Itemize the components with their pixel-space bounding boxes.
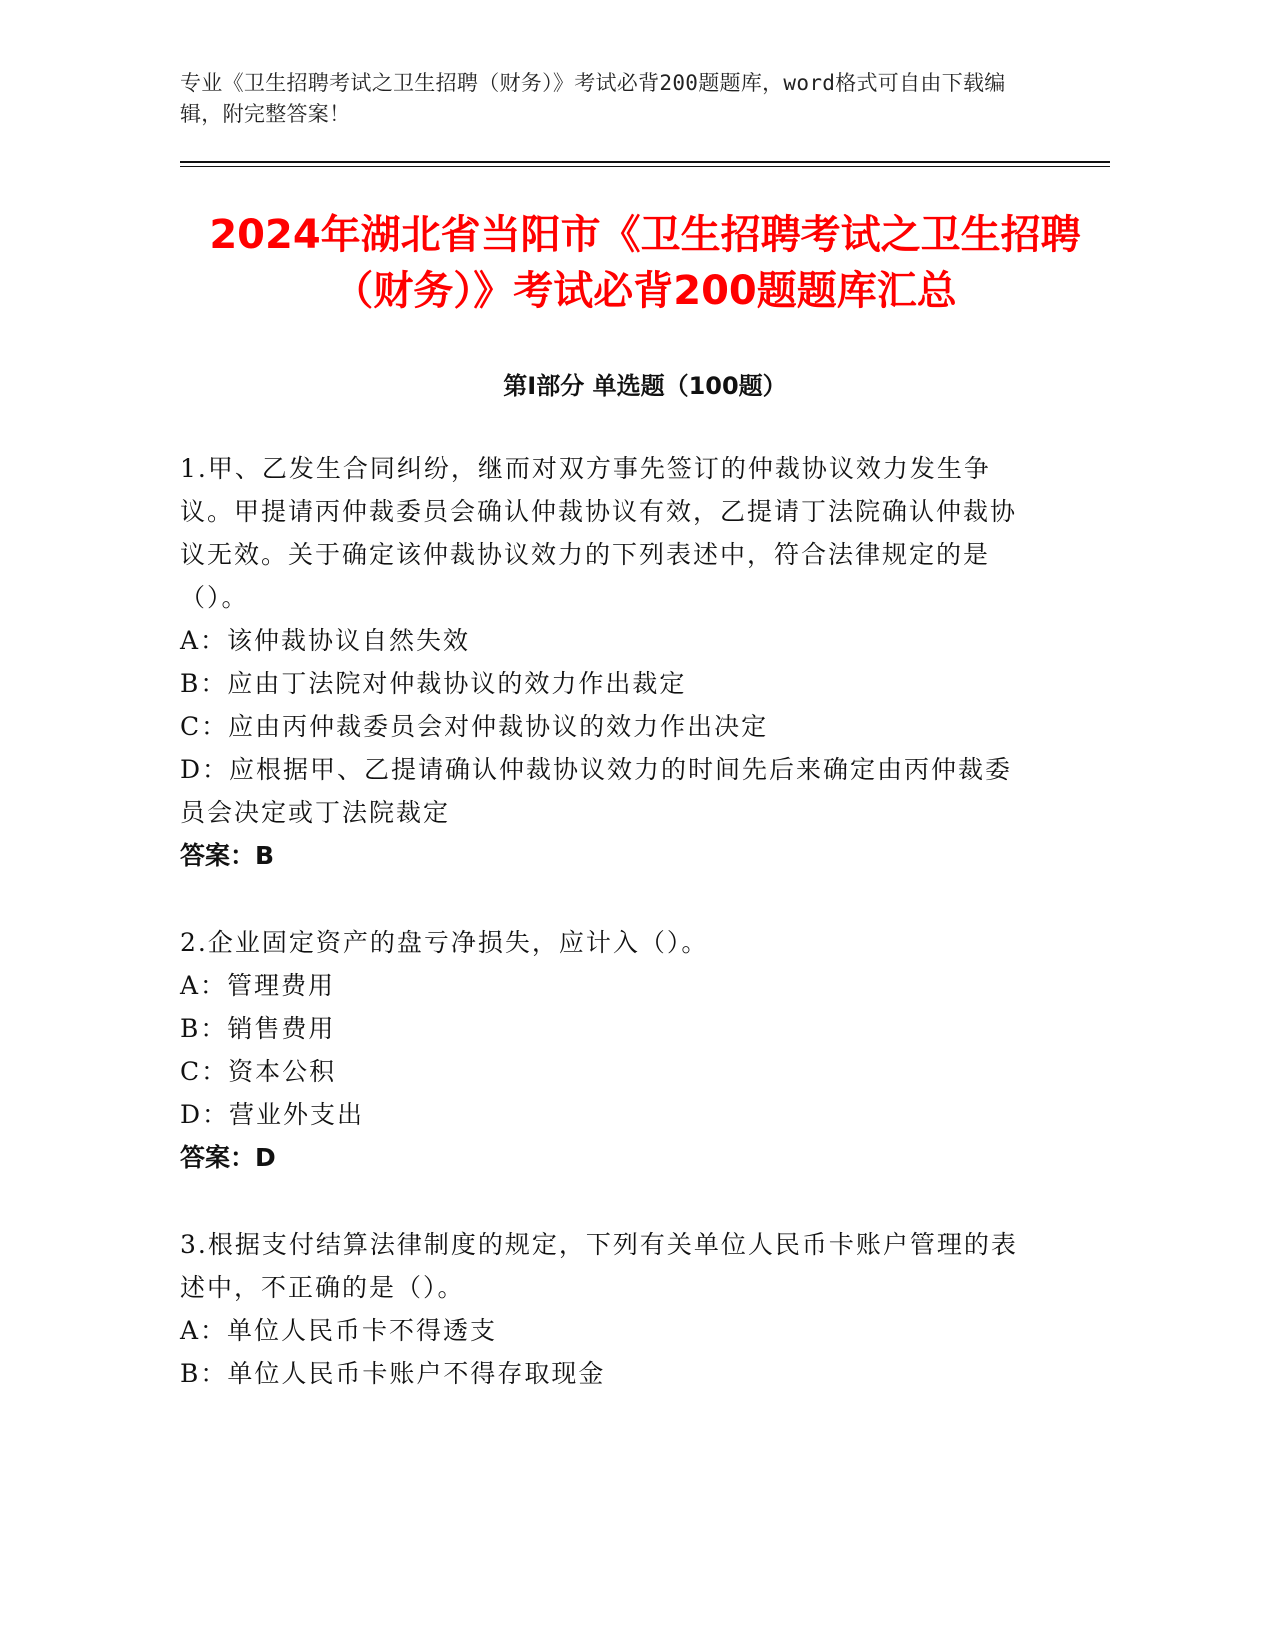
question-option-a: A：该仲裁协议自然失效 <box>180 626 471 655</box>
header-divider-thin <box>180 166 1110 167</box>
question-stem: 3.根据支付结算法律制度的规定，下列有关单位人民币卡账户管理的表述中，不正确的是（）。 <box>180 1230 1018 1302</box>
question-option-d: D：应根据甲、乙提请确认仲裁协议效力的时间先后来确定由丙仲裁委员会决定或丁法院裁定 <box>180 755 1013 827</box>
document-page <box>180 68 1110 1439</box>
question-option-d: D：营业外支出 <box>180 1100 365 1129</box>
header-divider-thick <box>180 161 1110 163</box>
question-option-b: B：销售费用 <box>180 1014 336 1043</box>
question-2 <box>180 921 1110 1179</box>
question-stem: 2.企业固定资产的盘亏净损失，应计入（）。 <box>180 928 709 957</box>
section-heading: 第I部分 单选题（100题） <box>503 372 787 400</box>
header-note: 专业《卫生招聘考试之卫生招聘（财务）》考试必背200题题库，word格式可自由下载编辑，附完整答案！ <box>180 71 1006 126</box>
question-option-b: B：单位人民币卡账户不得存取现金 <box>180 1359 606 1388</box>
question-list <box>180 447 1110 1395</box>
question-stem: 1.甲、乙发生合同纠纷，继而对双方事先签订的仲裁协议效力发生争议。甲提请丙仲裁委员会确认仲裁协议有效，乙提请丁法院确认仲裁协议无效。关于确定该仲裁协议效力的下列表述中，符合法律规定的是（）。 <box>180 454 1018 612</box>
question-answer: 答案：D <box>180 1143 276 1172</box>
question-1 <box>180 447 1110 877</box>
question-option-b: B：应由丁法院对仲裁协议的效力作出裁定 <box>180 669 687 698</box>
question-option-a: A：单位人民币卡不得透支 <box>180 1316 498 1345</box>
question-option-c: C：应由丙仲裁委员会对仲裁协议的效力作出决定 <box>180 712 769 741</box>
question-option-c: C：资本公积 <box>180 1057 337 1086</box>
question-answer: 答案：B <box>180 841 275 870</box>
document-title: 2024年湖北省当阳市《卫生招聘考试之卫生招聘（财务）》考试必背200题题库汇总 <box>209 212 1081 314</box>
question-option-a: A：管理费用 <box>180 971 336 1000</box>
question-3 <box>180 1223 1110 1395</box>
